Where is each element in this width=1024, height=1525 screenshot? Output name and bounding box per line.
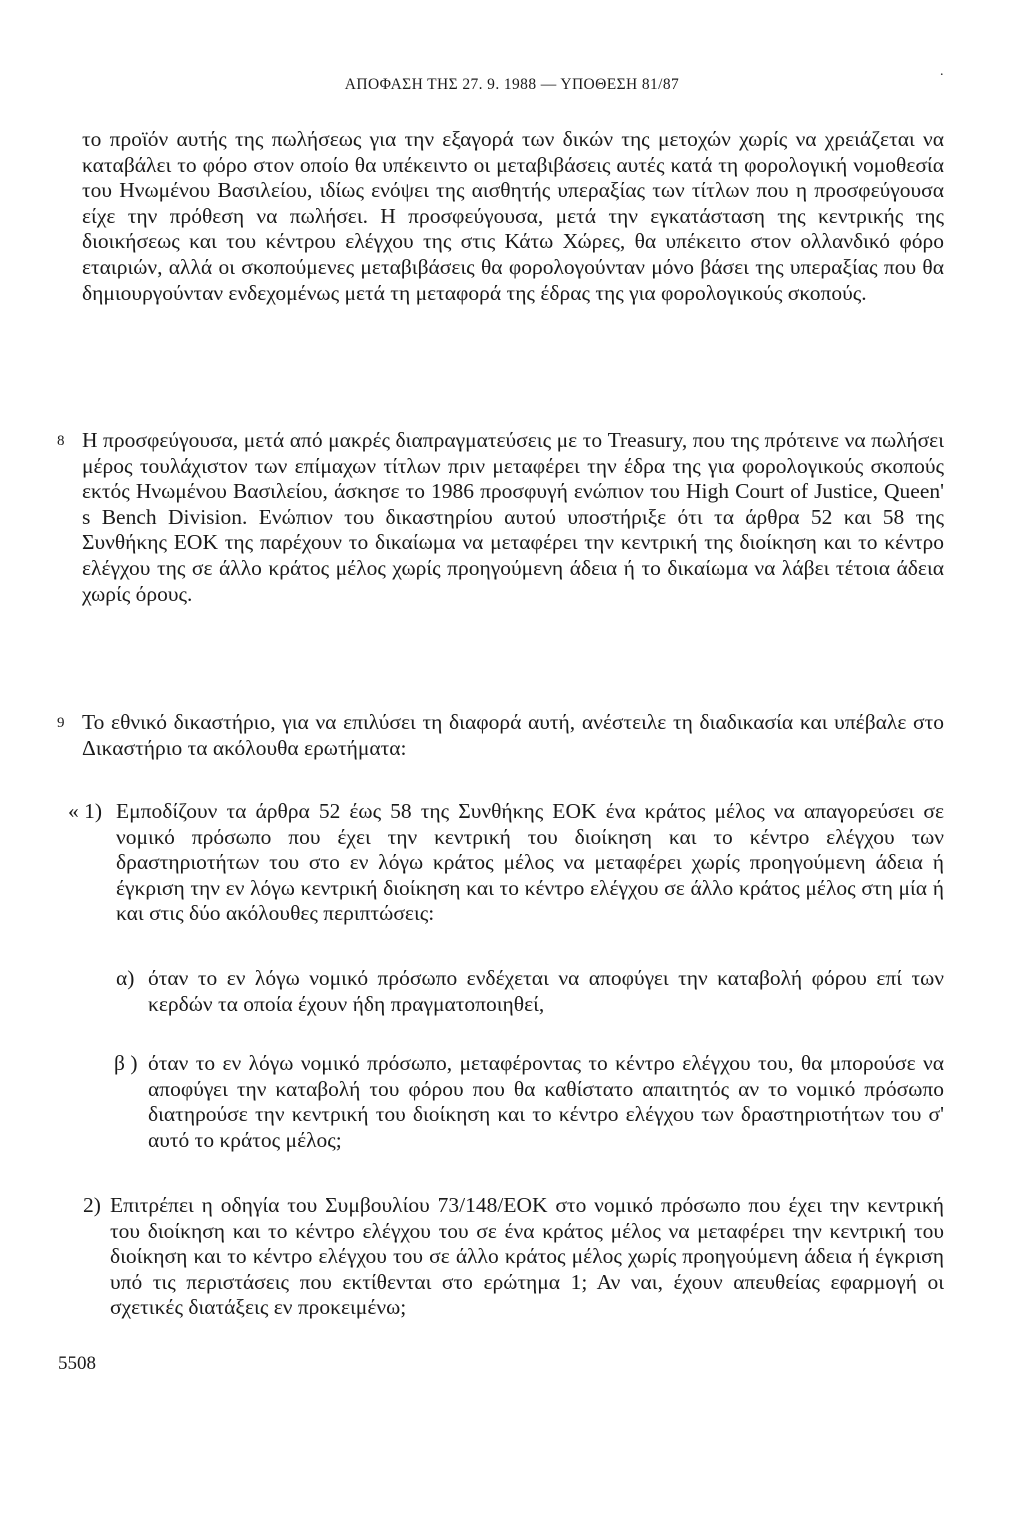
paragraph-9: Το εθνικό δικαστήριο, για να επιλύσει τη διαφορά αυτή, ανέστειλε τη διαδικασία και υπέβαλε στο Δικαστήριο τα ακόλουθα ερωτήματα: <box>82 710 944 760</box>
question-2-label: 2) <box>83 1193 101 1217</box>
stray-mark: . <box>940 64 944 79</box>
continuation-paragraph: το προϊόν αυτής της πωλήσεως για την εξαγορά των δικών της μετοχών χωρίς να χρειάζεται να καταβάλει το φόρο στον οποίο θα υπέκειντο οι μεταβιβάσεις αυτές κατά τη φορολογική νομοθεσία του Ηνωμένου Βασιλείου, ιδίως ενόψει της αισθητής υπεραξίας των τίτλων που η προσφεύγουσα είχε την πρόθεση να πωλήσει. Η προσφεύγουσα, μετά την εγκατάσταση της κεντρικής της διοικήσεως και του κέντρου ελέγχου της στις Κάτω Χώρες, θα υπέκειτο στον ολλανδικό φόρο εταιριών, αλλά οι σκοπούμενες μεταβιβάσεις θα φορολογούνταν μόνο βάσει της υπεραξίας που θα δημιουργούνταν ενδεχομένως μετά τη μεταφορά της έδρας της για φορολογικούς σκοπούς. <box>82 127 944 305</box>
paragraph-number-8: 8 <box>57 433 65 449</box>
question-1-label: « 1) <box>68 799 103 823</box>
page-number: 5508 <box>58 1353 96 1374</box>
question-1: Εμποδίζουν τα άρθρα 52 έως 58 της Συνθήκης ΕΟΚ ένα κράτος μέλος να απαγορεύσει σε νομικό πρόσωπο που έχει την κεντρική του διοίκηση και το κέντρο ελέγχου των δραστηριοτήτων του στο εν λόγω κράτος μέλος να μεταφέρει χωρίς προηγούμενη άδεια ή έγκριση την εν λόγω κεντρική διοίκηση και το κέντρο ελέγχου σε άλλο κράτος μέλος στη μία ή και στις δύο ακόλουθες περιπτώσεις: <box>116 799 944 926</box>
item-a-label: α) <box>116 966 135 990</box>
item-a: όταν το εν λόγω νομικό πρόσωπο ενδέχεται να αποφύγει την καταβολή φόρου επί των κερδών τα οποία έχουν ήδη πραγματοποιηθεί, <box>148 966 944 1016</box>
question-2: Επιτρέπει η οδηγία του Συμβουλίου 73/148/ΕΟΚ στο νομικό πρόσωπο που έχει την κεντρική του διοίκηση και το κέντρο ελέγχου του σε ένα κράτος μέλος να μεταφέρει την κεντρική του διοίκηση και το κέντρο ελέγχου του σε άλλο κράτος μέλος χωρίς προηγούμενη άδεια ή έγκριση υπό τις περιστάσεις που εκτίθενται στο ερώτημα 1; Αν ναι, έχουν απευθείας εφαρμογή οι σχετικές διατάξεις εν προκειμένω; <box>110 1193 944 1320</box>
paragraph-8: Η προσφεύγουσα, μετά από μακρές διαπραγματεύσεις με το Treasury, που της πρότεινε να πωλήσει μέρος τουλάχιστον των επίμαχων τίτλων πριν μεταφέρει την έδρα της για φορολογικούς σκοπούς εκτός Ηνωμένου Βασιλείου, άσκησε το 1986 προσφυγή ενώπιον του High Court of Justice, Queen' s Bench Division. Ενώπιον του δικαστηρίου αυτού υποστήριξε ότι τα άρθρα 52 και 58 της Συνθήκης ΕΟΚ της παρέχουν το δικαίωμα να μεταφέρει την κεντρική της διοίκηση και το κέντρο ελέγχου της σε άλλο κράτος μέλος χωρίς προηγούμενη άδεια ή το δικαίωμα να λάβει τέτοια άδεια χωρίς όρους. <box>82 428 944 606</box>
item-b: όταν το εν λόγω νομικό πρόσωπο, μεταφέροντας το κέντρο ελέγχου του, θα μπορούσε να αποφύγει την καταβολή του φόρου που θα καθίστατο απαιτητός αν το νομικό πρόσωπο διατηρούσε την κεντρική του διοίκηση και το κέντρο ελέγχου των δραστηριοτήτων του σ' αυτό το κράτος μέλος; <box>148 1051 944 1152</box>
item-b-label: β ) <box>114 1051 138 1075</box>
running-header: ΑΠΟΦΑΣΗ ΤΗΣ 27. 9. 1988 — ΥΠΟΘΕΣΗ 81/87 <box>344 76 680 93</box>
paragraph-number-9: 9 <box>57 715 65 731</box>
